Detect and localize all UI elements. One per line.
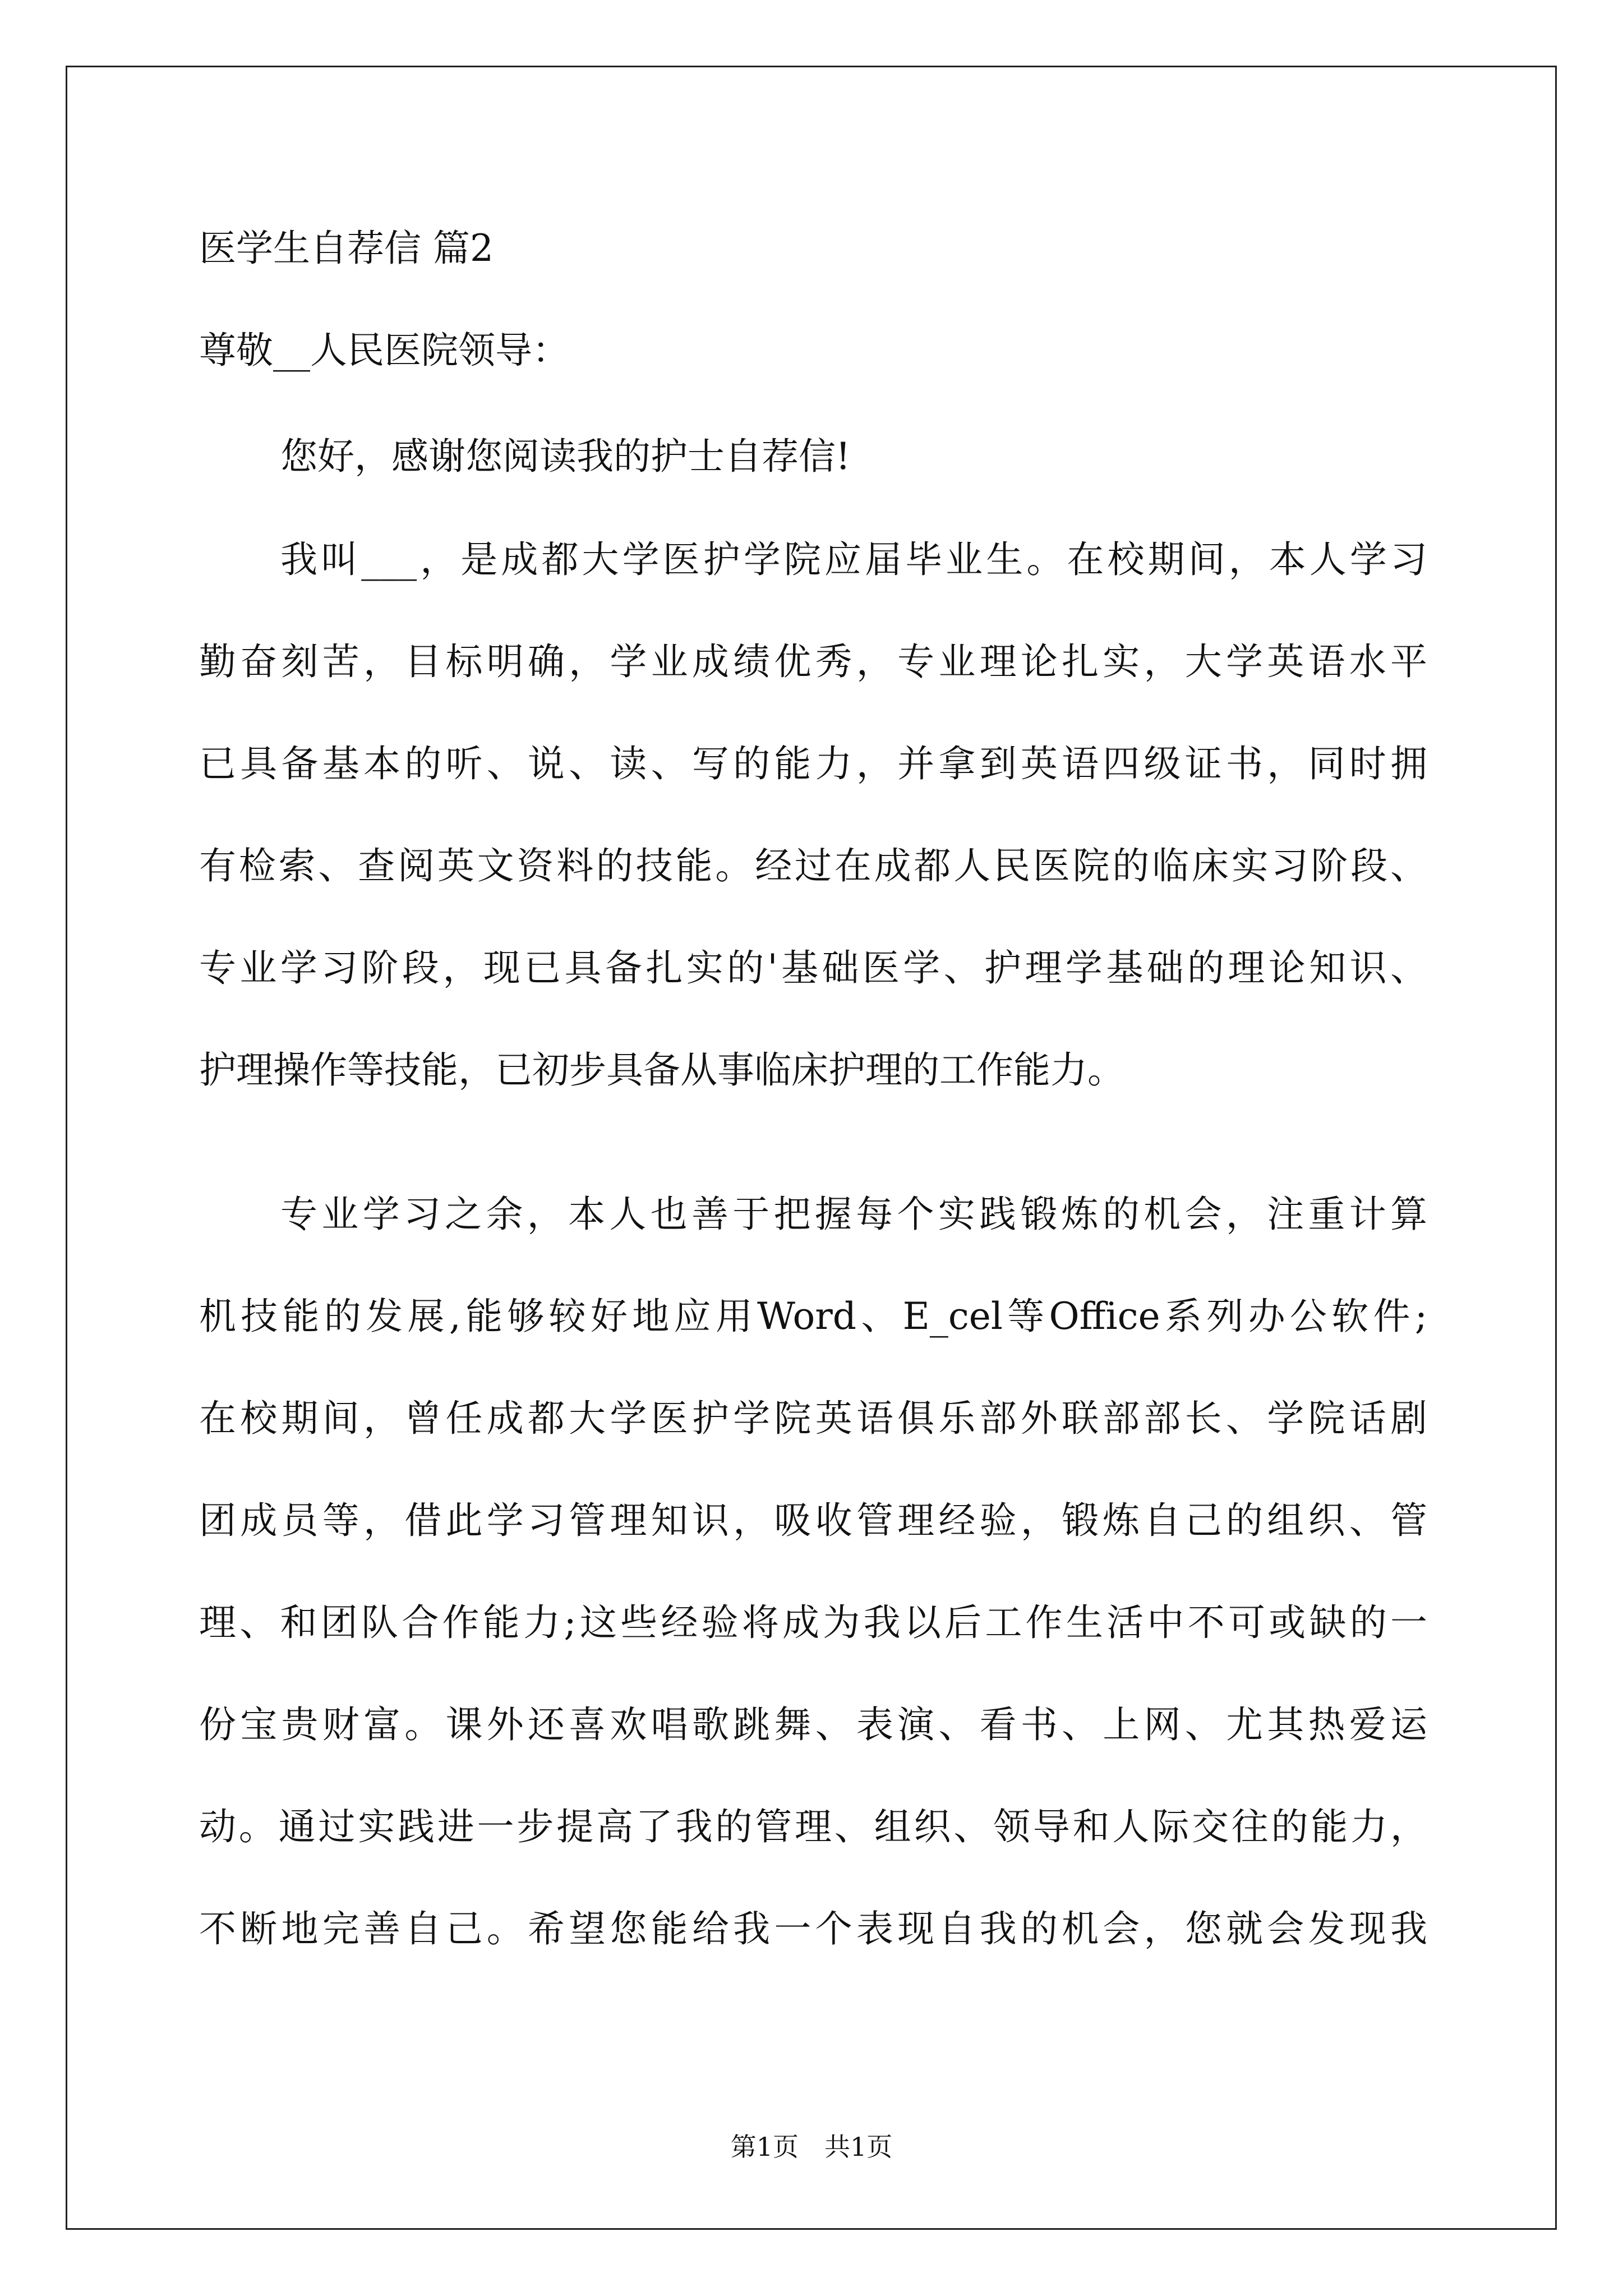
paragraph-line: 动。通过实践进一步提高了我的管理、组织、领导和人际交往的能力， bbox=[199, 1805, 1427, 1848]
salutation: 尊敬__人民医院领导： bbox=[199, 329, 569, 372]
paragraph-line: 有检索、查阅英文资料的技能。经过在成都人民医院的临床实习阶段、 bbox=[199, 844, 1427, 887]
document-title: 医学生自荐信 篇2 bbox=[199, 227, 494, 270]
paragraph-line: 我叫___，是成都大学医护学院应届毕业生。在校期间，本人学习 bbox=[280, 538, 1427, 581]
paragraph-line: 机技能的发展,能够较好地应用Word、E_cel等Office系列办公软件; bbox=[199, 1295, 1427, 1338]
paragraph-line: 在校期间，曾任成都大学医护学院英语俱乐部外联部部长、学院话剧 bbox=[199, 1397, 1427, 1440]
paragraph-line: 已具备基本的听、说、读、写的能力，并拿到英语四级证书，同时拥 bbox=[199, 742, 1427, 785]
paragraph-line: 勤奋刻苦，目标明确，学业成绩优秀，专业理论扎实，大学英语水平 bbox=[199, 640, 1427, 683]
paragraph-line: 团成员等，借此学习管理知识，吸收管理经验，锻炼自己的组织、管 bbox=[199, 1499, 1427, 1542]
paragraph-line: 理、和团队合作能力;这些经验将成为我以后工作生活中不可或缺的一 bbox=[199, 1601, 1427, 1644]
paragraph-line: 份宝贵财富。课外还喜欢唱歌跳舞、表演、看书、上网、尤其热爱运 bbox=[199, 1703, 1427, 1746]
paragraph-line: 专业学习阶段，现已具备扎实的'基础医学、护理学基础的理论知识、 bbox=[199, 946, 1427, 990]
page-number: 第1页 共1页 bbox=[730, 2132, 893, 2162]
paragraph-line: 专业学习之余，本人也善于把握每个实践锻炼的机会，注重计算 bbox=[280, 1193, 1427, 1236]
paragraph-line: 不断地完善自己。希望您能给我一个表现自我的机会，您就会发现我 bbox=[199, 1907, 1427, 1950]
paragraph-line: 护理操作等技能，已初步具备从事临床护理的工作能力。 bbox=[199, 1048, 1124, 1092]
greeting: 您好，感谢您阅读我的护士自荐信! bbox=[280, 435, 851, 478]
page-border bbox=[66, 66, 1557, 2230]
